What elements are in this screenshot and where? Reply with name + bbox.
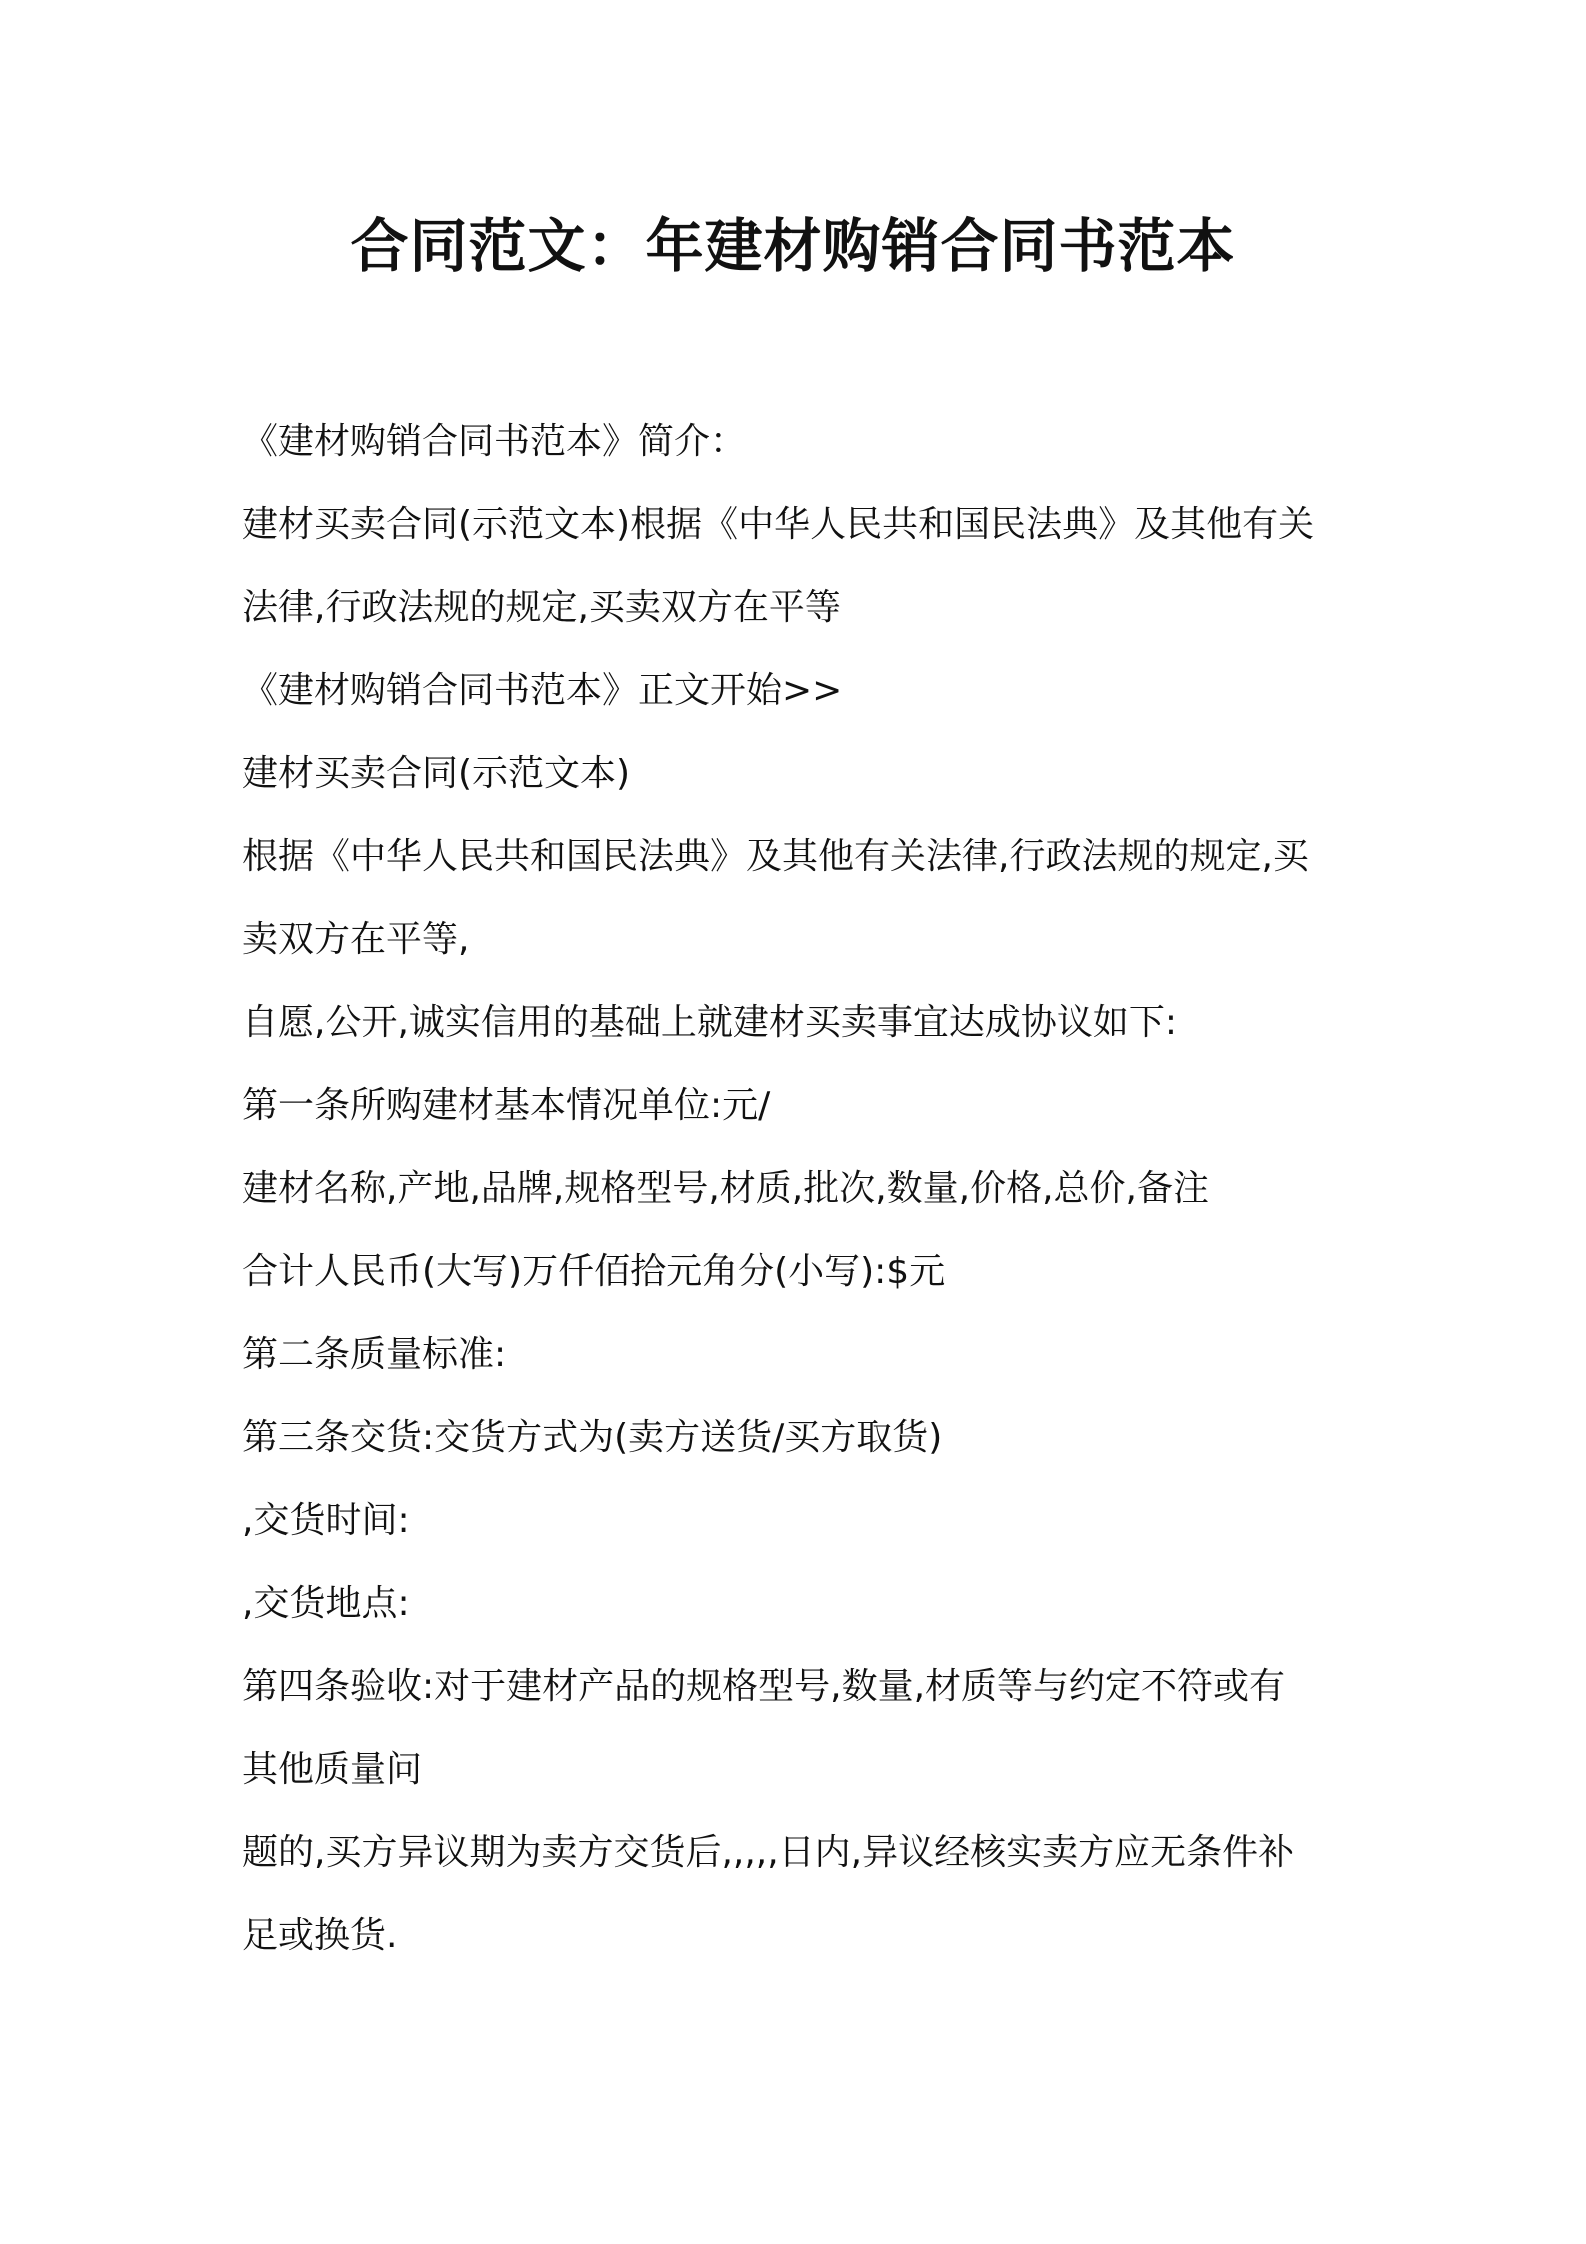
text-line: 其他质量问 xyxy=(242,1749,423,1790)
text-line: 第三条交货:交货方式为(卖方送货/买方取货) xyxy=(242,1417,943,1458)
text-line: ,交货时间: xyxy=(242,1500,410,1541)
text-line: 卖双方在平等, xyxy=(242,919,470,960)
text-line: 自愿,公开,诚实信用的基础上就建材买卖事宜达成协议如下: xyxy=(242,1002,1178,1043)
text-line: 足或换货. xyxy=(242,1915,398,1956)
document-body xyxy=(242,400,1362,1977)
text-line: 建材买卖合同(示范文本) xyxy=(242,753,631,794)
text-line: 第四条验收:对于建材产品的规格型号,数量,材质等与约定不符或有 xyxy=(242,1666,1286,1707)
text-line: 第一条所购建材基本情况单位:元/ xyxy=(242,1085,771,1126)
text-line: 第二条质量标准: xyxy=(242,1334,507,1375)
text-line: 法律,行政法规的规定,买卖双方在平等 xyxy=(242,587,841,628)
text-line: ,交货地点: xyxy=(242,1583,410,1624)
text-line: 根据《中华人民共和国民法典》及其他有关法律,行政法规的规定,买 xyxy=(242,836,1309,877)
text-line: 建材买卖合同(示范文本)根据《中华人民共和国民法典》及其他有关 xyxy=(242,504,1315,545)
text-line: 《建材购销合同书范本》正文开始>> xyxy=(242,670,843,711)
text-line: 建材名称,产地,品牌,规格型号,材质,批次,数量,价格,总价,备注 xyxy=(242,1168,1209,1209)
text-line: 合计人民币(大写)万仟佰拾元角分(小写):$元 xyxy=(242,1251,946,1292)
text-line: 《建材购销合同书范本》简介： xyxy=(242,421,747,462)
text-line: 题的,买方异议期为卖方交货后,,,,,日内,异议经核实卖方应无条件补 xyxy=(242,1832,1295,1873)
document-title: 合同范文：年建材购销合同书范本 xyxy=(350,212,1236,280)
